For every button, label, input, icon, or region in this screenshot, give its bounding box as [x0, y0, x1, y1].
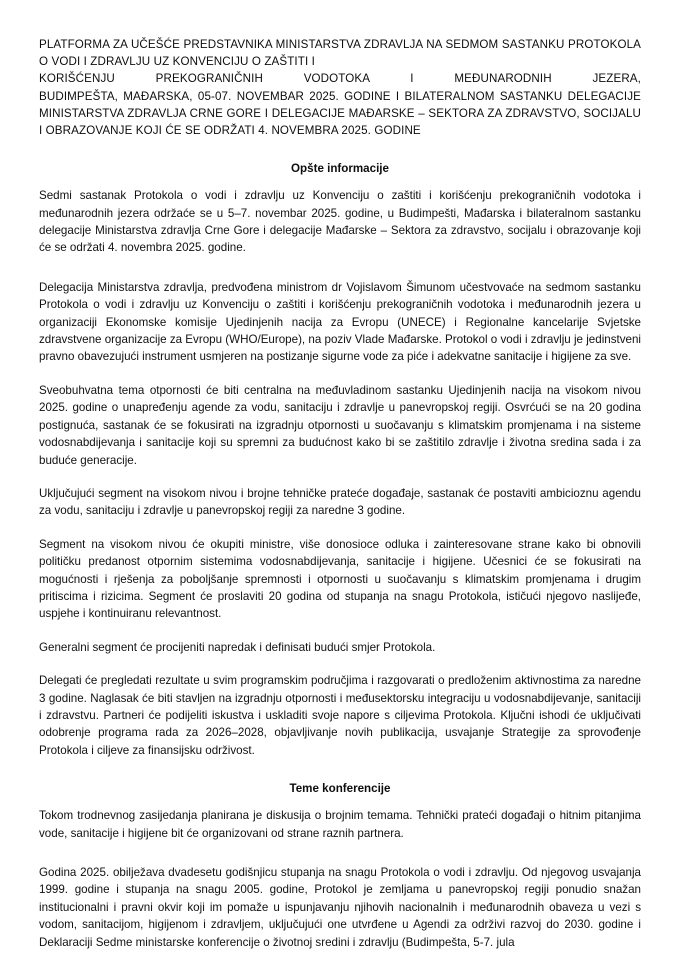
section-heading-general-info: Opšte informacije [291, 162, 389, 176]
paragraph-conference-topics-1: Tokom trodnevnog zasijedanja planirana je diskusija o brojnim temama. Tehnički prateći događaji o hitnim pitanjima vode, sanitacije i higijene bit će organizovani od strane raznih partnera. [39, 809, 641, 840]
document-title [39, 36, 641, 139]
paragraph-general-info-7: Delegati će pregledati rezultate u svim programskim područjima i razgovarati o predloženim aktivnostima za naredne 3 godine. Naglasak će biti stavljen na izgradnju otpornosti i međusektorsku integraciju u vodosnabdijevanje, sanitaciji i zdravstvu. Partneri će podijeliti iskustva i uskladiti svoje napore s ciljevima Protokola. Ključni ishodi će uključivati odobrenje programa rada za 2026–2028, objavljivanje novih publikacija, usvajanje Strategije za sprovođenje Protokola i ciljeve za finansijsku održivost. [39, 674, 641, 757]
document-title-line-3: BUDIMPEŠTA, MAĐARSKA, 05-07. NOVEMBAR 2025. GODINE I BILATERALNOM SASTANKU DELEGACIJE MINISTARSTVA ZDRAVLJA CRNE GORE I DELEGACIJE MAĐARSKE – SEKTORA ZA ZDRAVSTVO, SOCIJALU I OBRAZOVANJE KOJI ĆE SE ODRŽATI 4. NOVEMBRA 2025. GODINE [39, 89, 641, 138]
document-title-line-2: KORIŠĆENJU PREKOGRANIČNIH VODOTOKA I MEĐUNARODNIH JEZERA, [39, 72, 641, 86]
paragraph-general-info-6: Generalni segment će procijeniti napredak i definisati budući smjer Protokola. [39, 640, 436, 654]
paragraph-general-info-2: Delegacija Ministarstva zdravlja, predvođena ministrom dr Vojislavom Šimunom učestvovaće na sedmom sastanku Protokola o vodi i zdravlju uz Konvenciju o zaštiti i korišćenju prekograničnih vodotoka i međunarodnih jezera u organizaciji Ekonomske komisije Ujedinjenih nacija za Evropu (UNECE) i Regionalne kancelarije Svjetske zdravstvene organizacije za Evropu (WHO/Europe), na poziv Vlade Mađarske. Protokol o vodi i zdravlju je jedinstveni pravno obavezujući instrument usmjeren na postizanje sigurne vode za piće i adekvatne sanitacije i higijene za sve. [39, 280, 641, 364]
paragraph-general-info-1: Sedmi sastanak Protokola o vodi i zdravlju uz Konvenciju o zaštiti i korišćenju prekograničnih vodotoka i međunarodnih jezera održaće se u 5–7. novembar 2025. godine, u Budimpešti, Mađarska i bilateralnom sastanku delegacije Ministarstva zdravlja Crne Gore i delegacije Mađarske – Sektora za zdravstvo, socijalu i obrazovanje koji će se održati 4. novembra 2025. godine. [39, 189, 641, 255]
document-title-line-1: PLATFORMA ZA UČEŠĆE PREDSTAVNIKA MINISTARSTVA ZDRAVLJA NA SEDMOM SASTANKU PROTOKOLA O VODI I ZDRAVLJU UZ KONVENCIJU O ZAŠTITI I [39, 38, 641, 69]
paragraph-general-info-3: Sveobuhvatna tema otpornosti će biti centralna na međuvladinom sastanku Ujedinjenih nacija na visokom nivou 2025. godine o unapređenju agende za vodu, sanitaciju i zdravlje u panevropskoj regiji. Osvrćući se na 20 godina postignuća, sastanak će se fokusirati na izgradnju otpornosti u suočavanju s klimatskim promjenama i na sisteme vodosnabdijevanja i sanitacije koji su spremni za budućnost kako bi se zaštitilo zdravlje i životna sredina sada i za buduće generacije. [39, 383, 641, 467]
paragraph-general-info-4: Uključujući segment na visokom nivou i brojne tehničke prateće događaje, sastanak će postaviti ambicioznu agendu za vodu, sanitaciju i zdravlje u panevropskoj regiji za naredne 3 godine. [39, 486, 641, 518]
section-heading-conference-topics: Teme konferencije [289, 782, 391, 796]
paragraph-general-info-5: Segment na visokom nivou će okupiti ministre, više donosioce odluka i zainteresovane strane kako bi obnovili političku predanost otpornim sistemima vodosnabdijevanja, sanitacije i higijene. Učesnici će se fokusirati na mogućnosti i rješenja za poboljšanje spremnosti i otpornosti u suočavanju s klimatskim promjenama i drugim pritiscima i rizicima. Segment će proslaviti 20 godina od stupanja na snagu Protokola, ističući njegovo naslijeđe, uspjehe i kontinuiranu relevantnost. [39, 537, 641, 621]
paragraph-conference-topics-2: Godina 2025. obilježava dvadesetu godišnjicu stupanja na snagu Protokola o vodi i zdravlju. Od njegovog usvajanja 1999. godine i stupanja na snagu 2005. godine, Protokol je zemljama u panevropskoj regiji ponudio snažan institucionalni i pravni okvir koji im pomaže u ispunjavanju njihovih nacionalnih i međunarodnih obaveza u vezi s vodom, sanitacijom, higijenom i zdravljem, uključujući one utvrđene u Agendi za održivi razvoj do 2030. godine i Deklaraciji Sedme ministarske konferencije o životnoj sredini i zdravlju (Budimpešta, 5-7. jula [39, 866, 641, 949]
